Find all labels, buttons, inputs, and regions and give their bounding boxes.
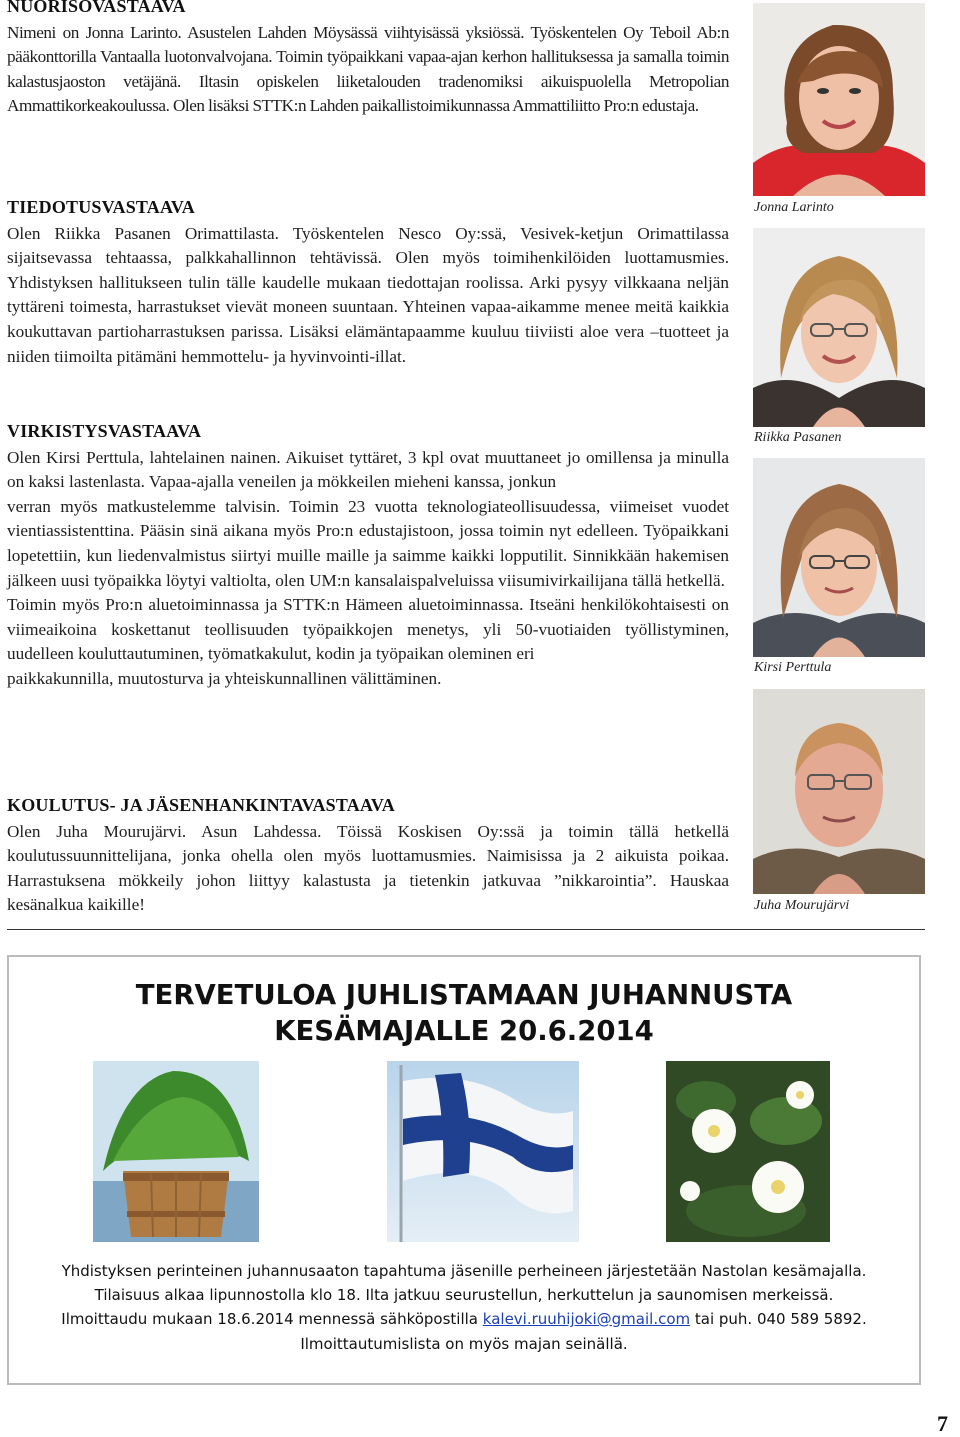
section-tiedotusvastaava [7, 195, 729, 369]
section-title: TIEDOTUSVASTAAVA [7, 197, 195, 217]
photo-caption: Jonna Larinto [754, 200, 834, 215]
email-link[interactable]: kalevi.ruuhijoki@gmail.com [482, 1310, 691, 1328]
section-paragraph: Nimeni on Jonna Larinto. Asustelen Lahden Möysässä viihtyisässä yksiössä. Työskentelen Oy Teboil Ab:n pääkonttorilla Vantaalla luotonvalvojana. Toimin työpaikkani vapaa-ajan kerhon hallituksessa ja samalla toimin kalastusjaoston vetäjänä. Iltasin opiskelen liiketalouden tradenomiksi aikuispuolella Metropolian Ammattikorkeakoulussa. Olen lisäksi STTK:n Lahden paikallistoimikunnassa Ammattiliitto Pro:n edustaja. [7, 22, 729, 116]
event-title-line2: KESÄMAJALLE 20.6.2014 [274, 1015, 654, 1047]
portrait-photo-riikka [753, 228, 925, 427]
finnish-flag-image [387, 1061, 579, 1242]
event-text-line2: Tilaisuus alkaa lipunnostolla klo 18. Ilta jatkuu seurustellun, herkuttelun ja saunomisen merkeissä. [94, 1286, 834, 1304]
section-paragraph: verran myös matkustelemme talvisin. Toimin 23 vuotta teknologiateollisuudessa, viimeiset vuodet vientiassistenttina. Pääsin sinä aikana myös Pro:n edustajistoon, jossa toimin nyt edelleen. Työpaikkani lopetettiin, kun liedenvalmistus siirtyi muille maille ja saimme kaikki lopputilit. Sinnikkään hakemisen jälkeen uusi työpaikka löytyi valtiolta, olen UM:n kansalaispalveluissa viisumivirkailijana tällä hetkellä. [7, 496, 729, 590]
event-text-line3 [9, 1310, 919, 1328]
portrait-photo-kirsi [753, 458, 925, 657]
event-text-line1: Yhdistyksen perinteinen juhannusaaton tapahtuma jäsenille perheineen järjestetään Nastolan kesämajalla. [61, 1262, 867, 1280]
photo-caption: Kirsi Perttula [754, 660, 832, 675]
section-paragraph: Olen Kirsi Perttula, lahtelainen nainen. Aikuiset tyttäret, 3 kpl ovat muuttaneet jo omillensa ja minulla on kaksi lastenlasta. Vapaa-ajalla veneilen ja mökkeilen mieheni kanssa, jonkun [7, 447, 729, 492]
portrait-photo-jonna [753, 3, 925, 196]
section-divider [7, 929, 925, 930]
section-nuorisovastaava [7, 0, 729, 119]
section-virkistysvastaava [7, 419, 729, 692]
section-paragraph: Toimin myös Pro:n aluetoiminnassa ja STTK:n Hämeen aluetoiminnassa. Itseäni henkilökohtaisesti on viimeaikoina koskettanut teollisuuden työpaikkojen menetys, yli 50-vuotiaiden työllistyminen, uudelleen kouluttautuminen, työmatkakulut, kodin ja työpaikan oleminen eri [7, 595, 729, 664]
section-paragraph: paikkakunnilla, muutosturva ja yhteiskunnallinen välittäminen. [7, 668, 442, 688]
white-roses-image [666, 1061, 830, 1242]
page-number: 7 [937, 1411, 948, 1436]
section-paragraph: Olen Riikka Pasanen Orimattilasta. Työskentelen Nesco Oy:ssä, Vesivek-ketjun Orimattilassa sijaitsevassa tehtaassa, palkkahallinnon tehtävissä. Olen myös toimihenkilöiden luottamusmies. Yhdistyksen hallitukseen tulin tälle kaudelle mukaan tiedottajan roolissa. Arki pysyy vilkkaana neljän tyttäreni toimesta, harrastukset vievät moneen suuntaan. Yhteinen vapaa-aikamme menee meitä kaikkia koukuttavan partioharrastuksen parissa. Lisäksi elämäntapaamme kuuluu tiiviisti aloe vera –tuotteet ja niiden tiimoilta pitämäni hemmottelu- ja hyvinvointi-illat. [7, 223, 729, 366]
section-title: VIRKISTYSVASTAAVA [7, 421, 202, 441]
event-announcement-box [7, 955, 921, 1385]
section-title: NUORISOVASTAAVA [7, 0, 186, 16]
section-title: KOULUTUS- JA JÄSENHANKINTAVASTAAVA [7, 795, 395, 815]
portrait-photo-juha [753, 689, 925, 894]
photo-caption: Juha Mourujärvi [754, 898, 850, 913]
event-title-line1: TERVETULOA JUHLISTAMAAN JUHANNUSTA [135, 979, 793, 1011]
sauna-bucket-image [93, 1061, 259, 1242]
event-text-line4: Ilmoittautumislista on myös majan seinällä. [300, 1335, 628, 1353]
photo-caption: Riikka Pasanen [754, 430, 842, 445]
event-phone-text: tai puh. 040 589 5892. [690, 1310, 867, 1328]
event-signup-text: Ilmoittaudu mukaan 18.6.2014 mennessä sähköpostilla [61, 1310, 483, 1328]
section-paragraph: Olen Juha Mourujärvi. Asun Lahdessa. Töissä Koskisen Oy:ssä ja toimin tällä hetkellä koulutussuunnittelijana, jonka ohella olen myös luottamusmies. Naimisissa ja 2 aikuista poikaa. Harrastuksena mökkeily johon liittyy kalastusta ja tietenkin jatkuvaa ”nikkarointia”. Hauskaa kesänalkua kaikille! [7, 821, 729, 915]
section-koulutusvastaava [7, 793, 729, 918]
